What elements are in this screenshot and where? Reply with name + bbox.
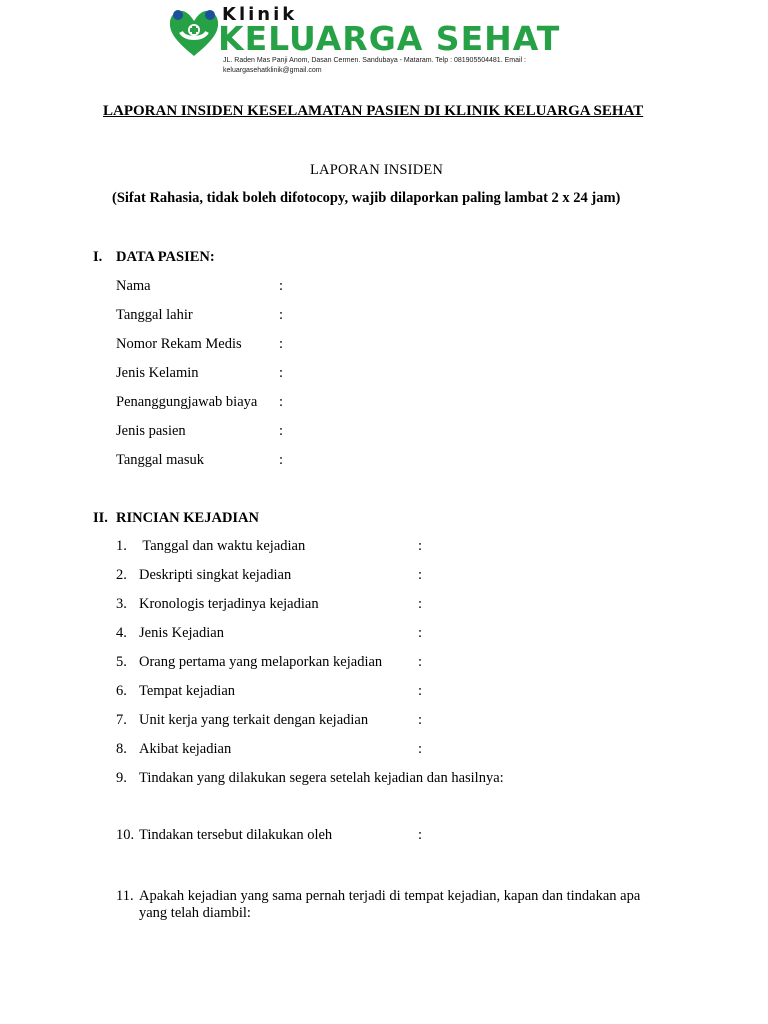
list-item-colon: : <box>418 827 423 843</box>
section-2-number: II. <box>93 510 108 526</box>
list-item-label: Deskripti singkat kejadian <box>139 567 292 583</box>
list-item-colon: : <box>418 538 423 554</box>
list-item-number: 7. <box>116 712 127 728</box>
confidentiality-notice: (Sifat Rahasia, tidak boleh difotocopy, wajib dilaporkan paling lambat 2 x 24 jam) <box>112 190 621 206</box>
list-item-label: Apakah kejadian yang sama pernah terjadi di tempat kejadian, kapan dan tindakan apa <box>139 888 641 904</box>
field-colon: : <box>279 365 284 381</box>
list-item-label: Tindakan yang dilakukan segera setelah kejadian dan hasilnya: <box>139 770 504 786</box>
list-item-colon: : <box>418 741 423 757</box>
list-item-colon: : <box>418 712 423 728</box>
field-label-nama: Nama <box>116 278 151 294</box>
list-item-number: 2. <box>116 567 127 583</box>
logo-main-text: KELUARGA SEHAT <box>218 19 561 58</box>
field-colon: : <box>279 336 284 352</box>
section-1-heading: DATA PASIEN: <box>116 249 215 265</box>
field-colon: : <box>279 307 284 323</box>
list-item-number: 1. <box>116 538 127 554</box>
list-item-label: Kronologis terjadinya kejadian <box>139 596 319 612</box>
list-item-number: 5. <box>116 654 127 670</box>
list-item-number: 4. <box>116 625 127 641</box>
list-item-colon: : <box>418 625 423 641</box>
list-item-number: 10. <box>116 827 135 843</box>
list-item-label: Unit kerja yang terkait dengan kejadian <box>139 712 369 728</box>
list-item-label: Jenis Kejadian <box>139 625 224 641</box>
field-colon: : <box>279 394 284 410</box>
clinic-email: keluargasehatklinik@gmail.com <box>223 67 322 74</box>
list-item-number: 8. <box>116 741 127 757</box>
field-label-nomor-rekam-medis: Nomor Rekam Medis <box>116 336 242 352</box>
field-label-jenis-pasien: Jenis pasien <box>116 423 186 439</box>
list-item-label: Orang pertama yang melaporkan kejadian <box>139 654 383 670</box>
section-1-number: I. <box>93 249 103 265</box>
field-label-tanggal-masuk: Tanggal masuk <box>116 452 204 468</box>
list-item-colon: : <box>418 654 423 670</box>
document-title: LAPORAN INSIDEN KESELAMATAN PASIEN DI KLINIK KELUARGA SEHAT <box>103 103 644 119</box>
section-2-heading: RINCIAN KEJADIAN <box>116 510 259 526</box>
field-colon: : <box>279 452 284 468</box>
clinic-address: JL. Raden Mas Panji Anom, Dasan Cermen. Sandubaya - Mataram. Telp : 081905504481. Email : <box>223 57 526 64</box>
report-subtitle: LAPORAN INSIDEN <box>310 162 444 178</box>
list-item-number: 3. <box>116 596 127 612</box>
heart-hands-logo-icon <box>167 6 221 58</box>
field-label-jenis-kelamin: Jenis Kelamin <box>116 365 199 381</box>
list-item-number: 11. <box>116 888 134 904</box>
list-item-colon: : <box>418 567 423 583</box>
logo-small-text: Klinik <box>222 4 298 25</box>
field-colon: : <box>279 278 284 294</box>
list-item-number: 6. <box>116 683 127 699</box>
list-item-label: Akibat kejadian <box>139 741 232 757</box>
field-colon: : <box>279 423 284 439</box>
list-item-label: Tempat kejadian <box>139 683 236 699</box>
list-item-number: 9. <box>116 770 127 786</box>
list-item-colon: : <box>418 683 423 699</box>
list-item-label: Tanggal dan waktu kejadian <box>139 538 306 554</box>
field-label-tanggal-lahir: Tanggal lahir <box>116 307 193 323</box>
field-label-penanggungjawab-biaya: Penanggungjawab biaya <box>116 394 258 410</box>
clinic-logo <box>163 4 603 76</box>
list-item-label-continued: yang telah diambil: <box>139 905 251 921</box>
list-item-label: Tindakan tersebut dilakukan oleh <box>139 827 333 843</box>
list-item-colon: : <box>418 596 423 612</box>
